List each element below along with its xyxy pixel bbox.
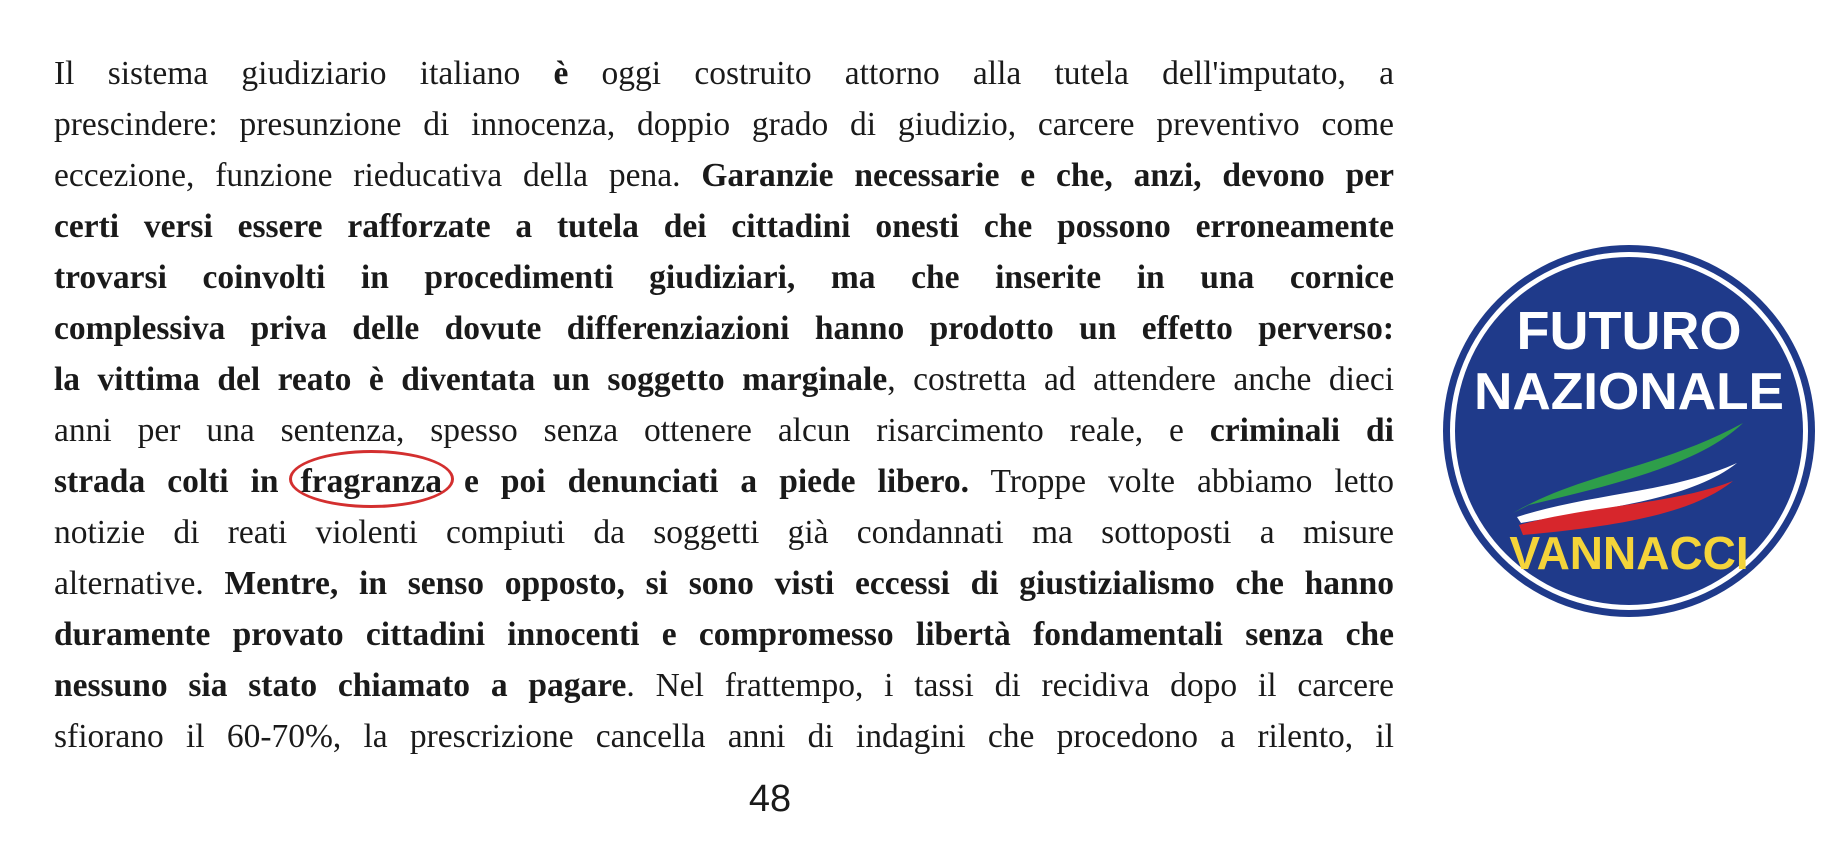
bold-text-segment: è: [553, 55, 569, 92]
text-segment: , costretta ad attendere anche dieci: [887, 361, 1394, 398]
text-segment: . Nel frattempo, i tassi di recidiva dopo il carcere: [626, 667, 1394, 704]
text-line: [54, 48, 1394, 99]
bold-text-segment: duramente provato cittadini innocenti e compromesso libertà fondamentali senza che: [54, 616, 1394, 653]
text-line: [54, 609, 1394, 660]
text-line: [54, 201, 1394, 252]
bold-text-segment: e poi denunciati a piede libero.: [442, 463, 970, 500]
text-line: [54, 252, 1394, 303]
bold-text-segment: Mentre, in senso opposto, si sono visti eccessi di giustizialismo che hanno: [224, 565, 1394, 602]
text-segment: Troppe volte abbiamo letto: [969, 463, 1394, 500]
text-segment: sfiorano il 60-70%, la prescrizione cancella anni di indagini che procedono a rilento, il: [54, 718, 1394, 755]
text-line: [54, 558, 1394, 609]
logo-graphic: [1441, 243, 1817, 619]
bold-text-segment: Garanzie necessarie e che, anzi, devono per: [701, 157, 1394, 194]
logo-line-2: NAZIONALE: [1474, 363, 1784, 421]
text-line: [54, 99, 1394, 150]
text-segment: eccezione, funzione rieducativa della pena.: [54, 157, 702, 194]
circled-word-text: fragranza: [300, 463, 442, 500]
text-segment: prescindere: presunzione di innocenza, doppio grado di giudizio, carcere preventivo come: [54, 106, 1394, 143]
text-line: [54, 660, 1394, 711]
text-segment: anni per una sentenza, spesso senza ottenere alcun risarcimento reale, e: [54, 412, 1210, 449]
text-segment: alternative.: [54, 565, 225, 602]
bold-text-segment: certi versi essere rafforzate a tutela dei cittadini onesti che possono erroneamente: [54, 208, 1394, 245]
bold-text-segment: trovarsi coinvolti in procedimenti giudiziari, ma che inserite in una cornice: [54, 259, 1394, 296]
logo-line-1: FUTURO: [1516, 301, 1742, 361]
futuro-nazionale-logo: [1441, 243, 1817, 619]
text-line: [54, 507, 1394, 558]
text-line: [54, 354, 1394, 405]
text-segment: oggi costruito attorno alla tutela dell'imputato, a: [568, 55, 1394, 92]
bold-text-segment: complessiva priva delle dovute differenziazioni hanno prodotto un effetto perverso:: [54, 310, 1394, 347]
logo-line-3: VANNACCI: [1509, 527, 1749, 579]
text-line: [54, 150, 1394, 201]
bold-text-segment: strada colti in: [54, 463, 301, 500]
text-line: [54, 303, 1394, 354]
bold-text-segment: la vittima del reato è diventata un soggetto marginale: [54, 361, 888, 398]
bold-text-segment: criminali di: [1209, 412, 1394, 449]
page-number: 48: [748, 778, 792, 820]
text-segment: Il sistema giudiziario italiano: [54, 55, 554, 92]
text-line: [54, 456, 1394, 507]
text-line: [54, 711, 1394, 762]
circled-word: [301, 456, 442, 507]
text-segment: notizie di reati violenti compiuti da soggetti già condannati ma sottoposti a misure: [54, 514, 1394, 551]
document-body: [54, 48, 1394, 762]
text-line: [54, 405, 1394, 456]
bold-text-segment: nessuno sia stato chiamato a pagare: [54, 667, 627, 704]
